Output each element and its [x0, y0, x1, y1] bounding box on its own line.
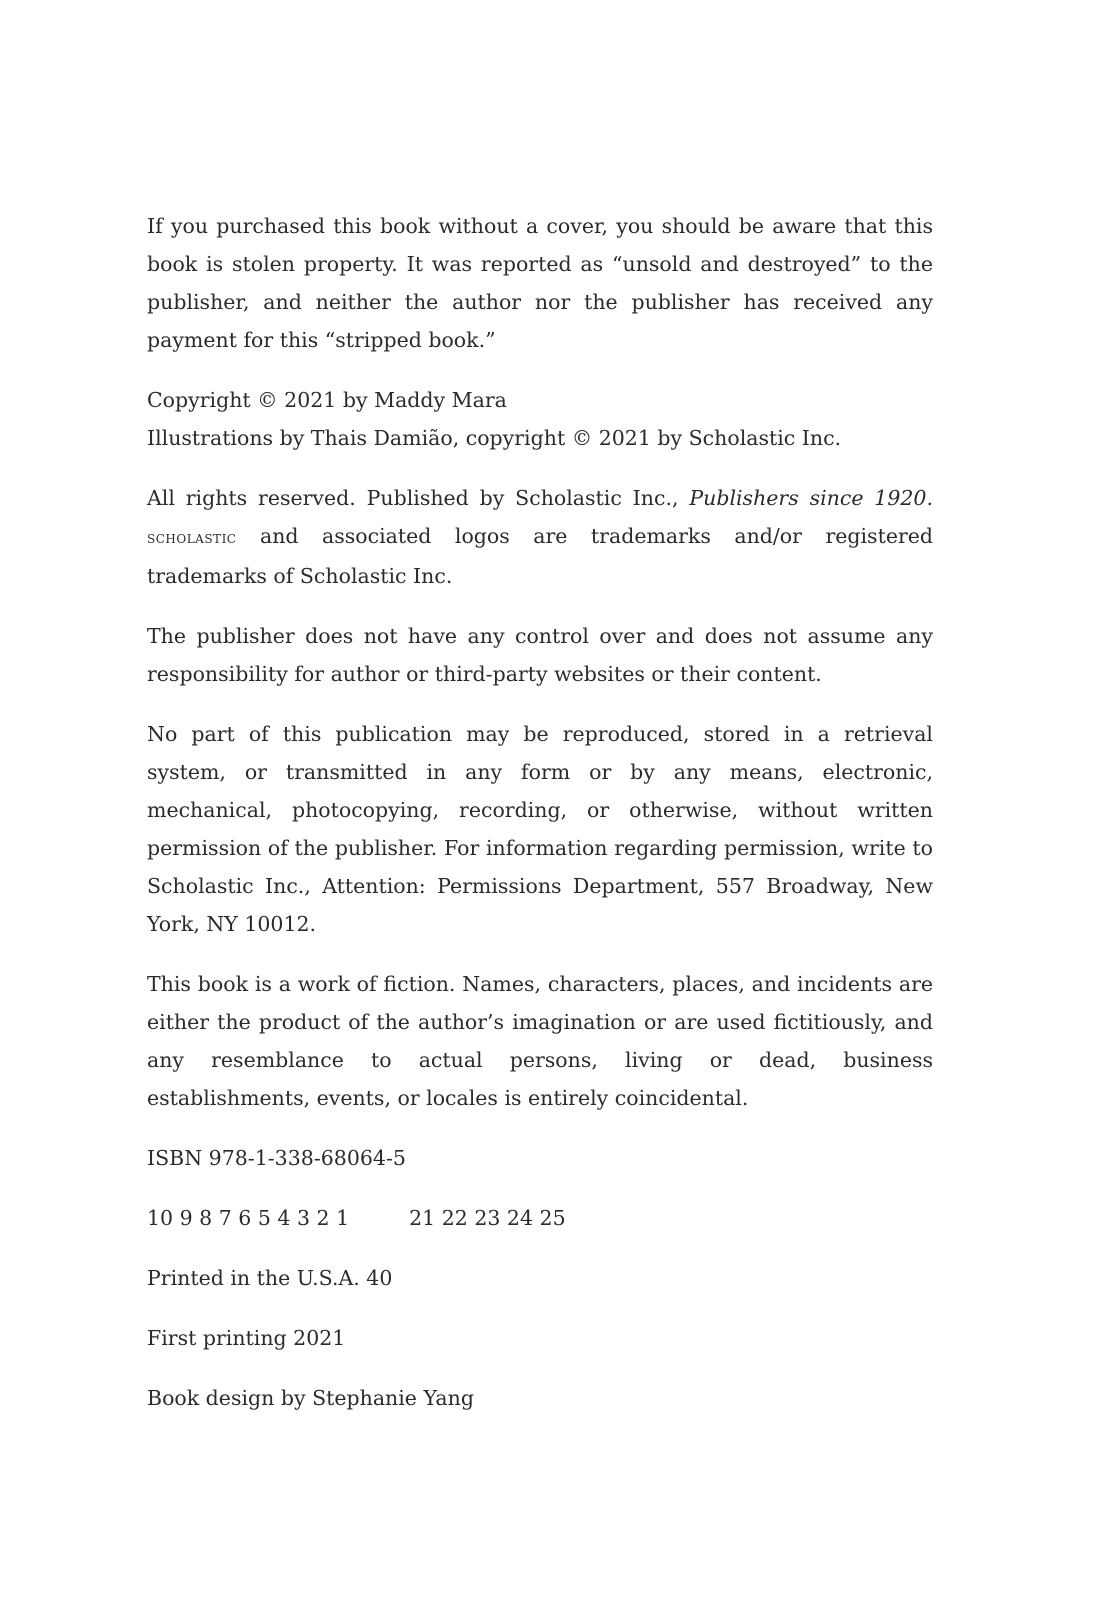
- first-printing-line: First printing 2021: [147, 1326, 346, 1350]
- isbn-line: ISBN 978-1-338-68064-5: [147, 1146, 406, 1170]
- book-design-credit: Book design by Stephanie Yang: [147, 1386, 474, 1410]
- copyright-block: [147, 381, 933, 457]
- rights-reserved-notice: [147, 479, 933, 595]
- publishers-since-text: Publishers since 1920.: [689, 486, 933, 510]
- print-numbers: 10 9 8 7 6 5 4 3 2 1: [147, 1206, 350, 1230]
- stripped-book-notice: If you purchased this book without a cover, you should be aware that this book is stolen property. It was reported as “unsold and destroyed” to the publisher, and neither the author nor the publisher has received any payment for this “stripped book.”: [147, 214, 933, 352]
- reproduction-notice: No part of this publication may be reproduced, stored in a retrieval system, or transmitted in any form or by any means, electronic, mechanical, photocopying, recording, or otherwise, without written permission of the publisher. For information regarding permission, write to Scholastic Inc., Attention: Permissions Department, 557 Broadway, New York, NY 10012.: [147, 722, 933, 936]
- copyright-line: Copyright © 2021 by Maddy Mara: [147, 388, 507, 412]
- rights-reserved-text: All rights reserved. Published by Scholastic Inc.,: [147, 486, 690, 510]
- print-years: 21 22 23 24 25: [409, 1206, 566, 1230]
- publisher-control-notice: The publisher does not have any control over and does not assume any responsibility for author or third-party websites or their content.: [147, 624, 933, 686]
- fiction-disclaimer: This book is a work of fiction. Names, characters, places, and incidents are either the product of the author’s imagination or are used fictitiously, and any resemblance to actual persons, living or dead, business establishments, events, or locales is entirely coincidental.: [147, 972, 933, 1110]
- illustrations-credit: Illustrations by Thais Damião, copyright © 2021 by Scholastic Inc.: [147, 426, 842, 450]
- copyright-page: [147, 207, 933, 1439]
- scholastic-wordmark: scholastic: [147, 528, 237, 548]
- trademarks-text: and associated logos are trademarks and/or registered trademarks of Scholastic Inc.: [147, 524, 933, 588]
- printed-in-line: Printed in the U.S.A. 40: [147, 1266, 393, 1290]
- printing-line: [147, 1199, 933, 1237]
